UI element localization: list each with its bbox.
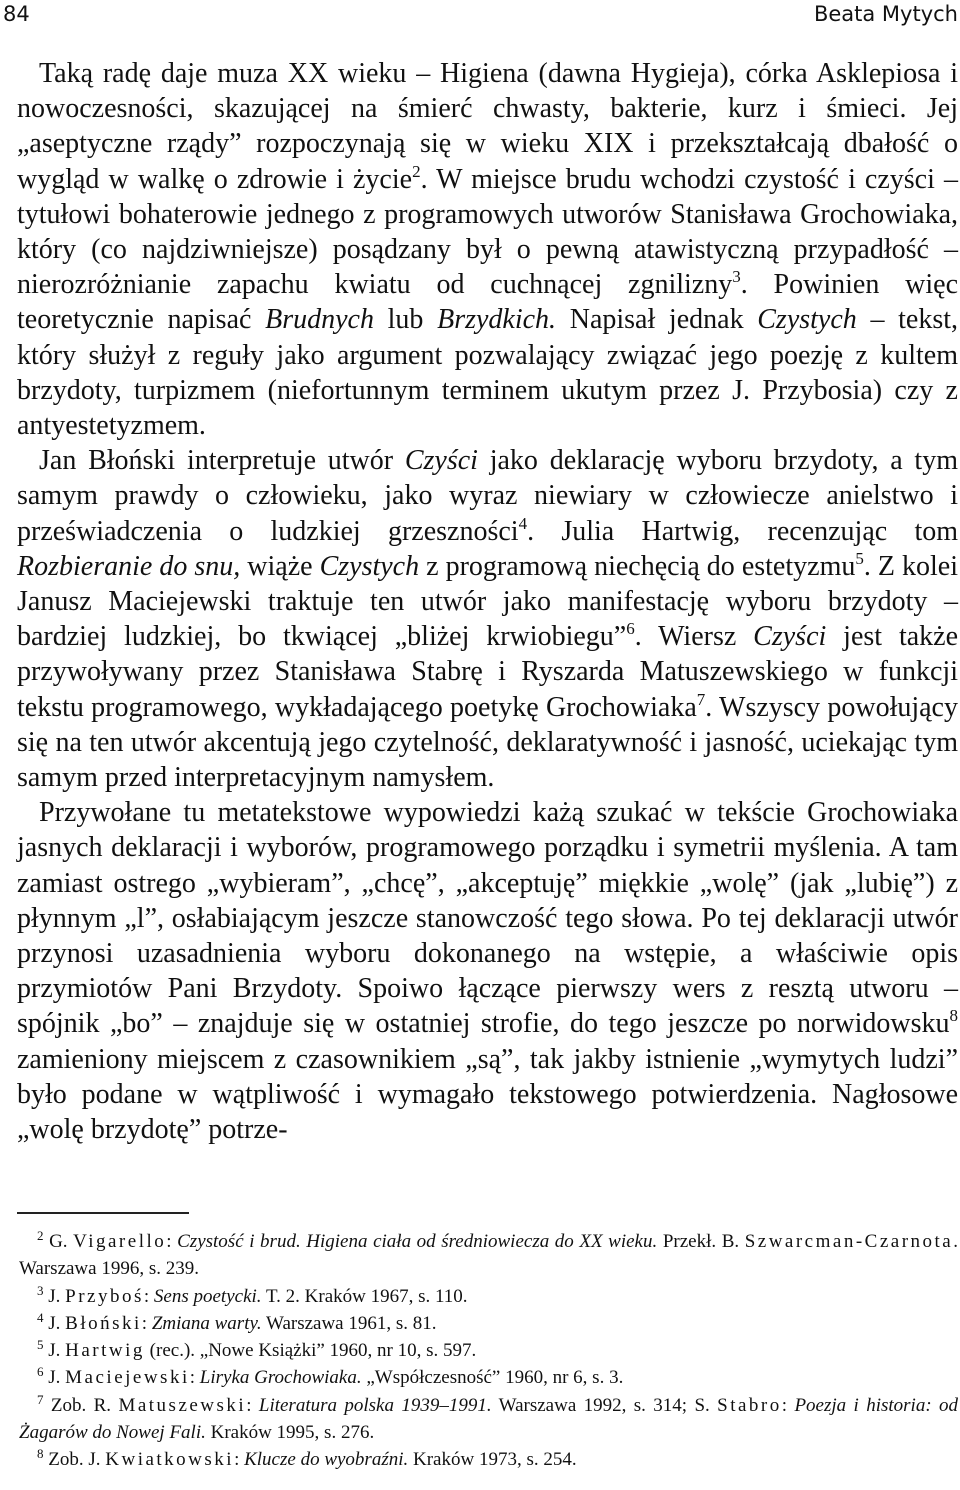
footnote-ref-5[interactable]: 5	[855, 548, 864, 568]
paragraph-1: Taką radę daje muza XX wieku – Higiena (dawna Hygieja), córka Asklepiosa i nowoczesności, skazującej na śmierć chwasty, bakterie, kurz i śmieci. Jej „aseptyczne rządy” rozpoczynają się w wieku XIX i przekształcają dbałość o wygląd w walkę o zdrowie i życie$^2$. W miejsce brudu wchodzi czystość i czyści – tytułowi bohaterowie jednego z programowych utworów Stanisława Grochowiaka, który (co najdziwniejsze) posądzany był o pewną atawistyczną przypadłość – nierozróżnianie zapachu kwiatu od cuchnącej zgnilizny$^3$. Powinien więc teoretycznie napisać Brudnych lub Brzydkich. Napisał jednak Czystych – tekst, który służył z reguły jako argument pozwalający związać jego poezję z kultem brzydoty, turpizmem (niefortunnym terminem ukutym przez J. Przybosia) czy z antyestetyzmem.	[17, 58, 959, 442]
footnote-2: $^2$ G. Vigarello: Czystość i brud. Higiena ciała od średniowiecza do XX wieku. Przekł. B. Szwarcman-Czarnota. Warszawa 1996, s. 239.	[19, 1228, 958, 1280]
paragraph-3: Przywołane tu metatekstowe wypowiedzi każą szukać w tekście Grochowiaka jasnych deklaracji i wyborów, programowego porządku i symetrii myślenia. A tam zamiast ostrego „wybieram”, „chcę”, „akceptuję” miękkie „wolę” (jak „lubię”) z płynnym „l”, osłabiającym jeszcze stanowczość tego słowa. Po tej deklaracji utwór przynosi uzasadnienia wyboru dokonanego na wstępie, a właściwie opis przymiotów Pani Brzydoty. Spoiwo łączące pierwszy wers z resztą utworu – spójnik „bo” – znajduje się w ostatniej strofie, do tego jeszcze po norwidowsku$^8$ zamieniony miejscem z czasownikiem „są”, tak jakby istnienie „wymytych ludzi” było podane w wątpliwość i wymagało tekstowego potwierdzenia. Nagłosowe „wolę brzydotę” potrze-	[17, 797, 958, 1146]
footnote-ref-6[interactable]: 6	[626, 619, 635, 639]
footnote-ref-3[interactable]: 3	[732, 267, 741, 287]
footnote-ref-4[interactable]: 4	[518, 513, 528, 533]
page-header	[0, 2, 960, 30]
footnote-5: $^5$ J. Hartwig (rec.). „Nowe Książki” 1960, nr 10, s. 597.	[37, 1337, 477, 1362]
paragraph-2: Jan Błoński interpretuje utwór Czyści jako deklarację wyboru brzydoty, a tym samym prawdy o człowieku, jako wyraz niewiary w człowiecze anielstwo i przeświadczenia o ludzkiej grzeszności$^4$. Julia Hartwig, recenzując tom Rozbieranie do snu, wiąże Czystych z programową niechęcią do estetyzmu$^5$. Z kolei Janusz Maciejewski traktuje ten utwór jako manifestację wyboru brzydoty – bardziej ludzkiej, bo tkwiącej „bliżej krwiobiegu”$^6$. Wiersz Czyści jest także przywoływany przez Stanisława Stabrę i Ryszarda Matuszewskiego w funkcji tekstu programowego, wykładającego poetykę Grochowiaka$^7$. Wszyscy powołujący się na ten utwór akcentują jego czytelność, deklaratywność i jasność, uciekając tym samym przed interpretacyjnym namysłem.	[17, 445, 959, 794]
footnote-8: $^8$ Zob. J. Kwiatkowski: Klucze do wyobraźni. Kraków 1973, s. 254.	[37, 1446, 577, 1471]
body-text	[17, 56, 958, 1147]
footnote-separator	[17, 1212, 189, 1214]
footnote-ref-2[interactable]: 2	[412, 161, 421, 181]
footnote-3: $^3$ J. Przyboś: Sens poetycki. T. 2. Kraków 1967, s. 110.	[37, 1282, 468, 1307]
footnotes	[17, 1228, 958, 1474]
page-number: 84	[3, 2, 30, 26]
footnote-6: $^6$ J. Maciejewski: Liryka Grochowiaka. „Współczesność” 1960, nr 6, s. 3.	[37, 1364, 624, 1389]
footnote-ref-8[interactable]: 8	[949, 1006, 958, 1026]
footnote-4: $^4$ J. Błoński: Zmiana warty. Warszawa 1961, s. 81.	[37, 1309, 437, 1334]
footnote-ref-7[interactable]: 7	[696, 689, 706, 709]
running-head: Beata Mytych	[813, 2, 958, 26]
footnote-7: $^7$ Zob. R. Matuszewski: Literatura polska 1939–1991. Warszawa 1992, s. 314; S. Stabro: Poezja i historia: od Żagarów do Nowej Fali. Kraków 1995, s. 276.	[19, 1391, 959, 1444]
